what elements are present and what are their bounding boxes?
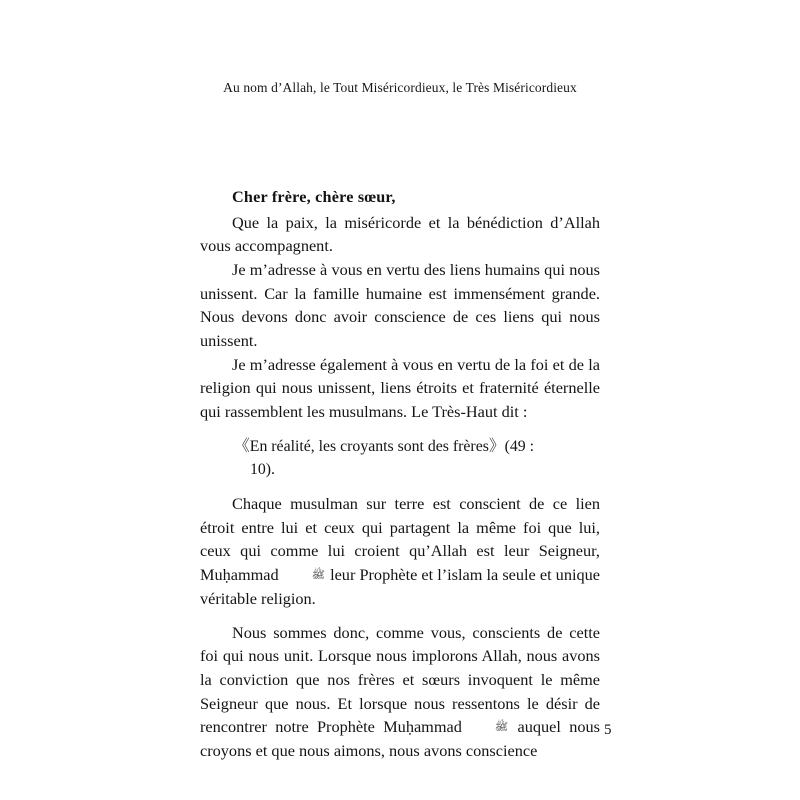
paragraph-4-text-a: Chaque musulman sur terre est conscient de ce lien étroit entre lui et ceux qui partagent la même foi que lui, ceux qui comme lui croient qu’Allah est leur Seigneur, Muḥammad — [200, 494, 600, 585]
body-text-block — [200, 186, 600, 763]
peace-be-upon-him-icon: ﷺ — [311, 569, 325, 581]
paragraph-5 — [200, 621, 600, 763]
paragraph-4 — [200, 492, 600, 611]
paragraph-3: Je m’adresse également à vous en vertu de la foi et de la religion qui nous unissent, liens étroits et fraternité éternelle qui rassemblent les musulmans. Le Très-Haut dit : — [200, 354, 600, 422]
salutation-line: Cher frère, chère sœur, — [232, 188, 396, 206]
paragraph-2: Je m’adresse à vous en vertu des liens humains qui nous unissent. Car la famille humaine est immensément grande. Nous devons donc avoir conscience de ces liens qui nous unissent. — [200, 259, 600, 351]
quran-quote — [200, 435, 600, 481]
page-number: 5 — [604, 722, 612, 738]
paragraph-1: Que la paix, la miséricorde et la bénédiction d’Allah vous accompagnent. — [200, 212, 600, 256]
quote-line-2: 10). — [250, 460, 276, 478]
paragraph-5-text-a: Nous sommes donc, comme vous, conscients de cette foi qui nous unit. Lorsque nous implorons Allah, nous avons la conviction que nos frères et sœurs invoquent le même Seigneur que nous. Et lorsque nous ressentons le désir de rencontrer notre Prophète Muḥammad — [200, 622, 600, 737]
running-head: Au nom d’Allah, le Tout Miséricordieux, le Très Miséricordieux — [223, 80, 577, 95]
quote-line-1: 《En réalité, les croyants sont des frères》(49 : — [234, 437, 535, 455]
paragraph-spacer — [200, 611, 600, 621]
paragraph-5-text-b: auquel nous croyons et que nous aimons, nous avons conscience — [200, 717, 600, 761]
paragraph-4-text-b: leur Prophète et l’islam la seule et unique véritable religion. — [200, 565, 600, 608]
peace-be-upon-him-icon: ﷺ — [494, 721, 509, 734]
